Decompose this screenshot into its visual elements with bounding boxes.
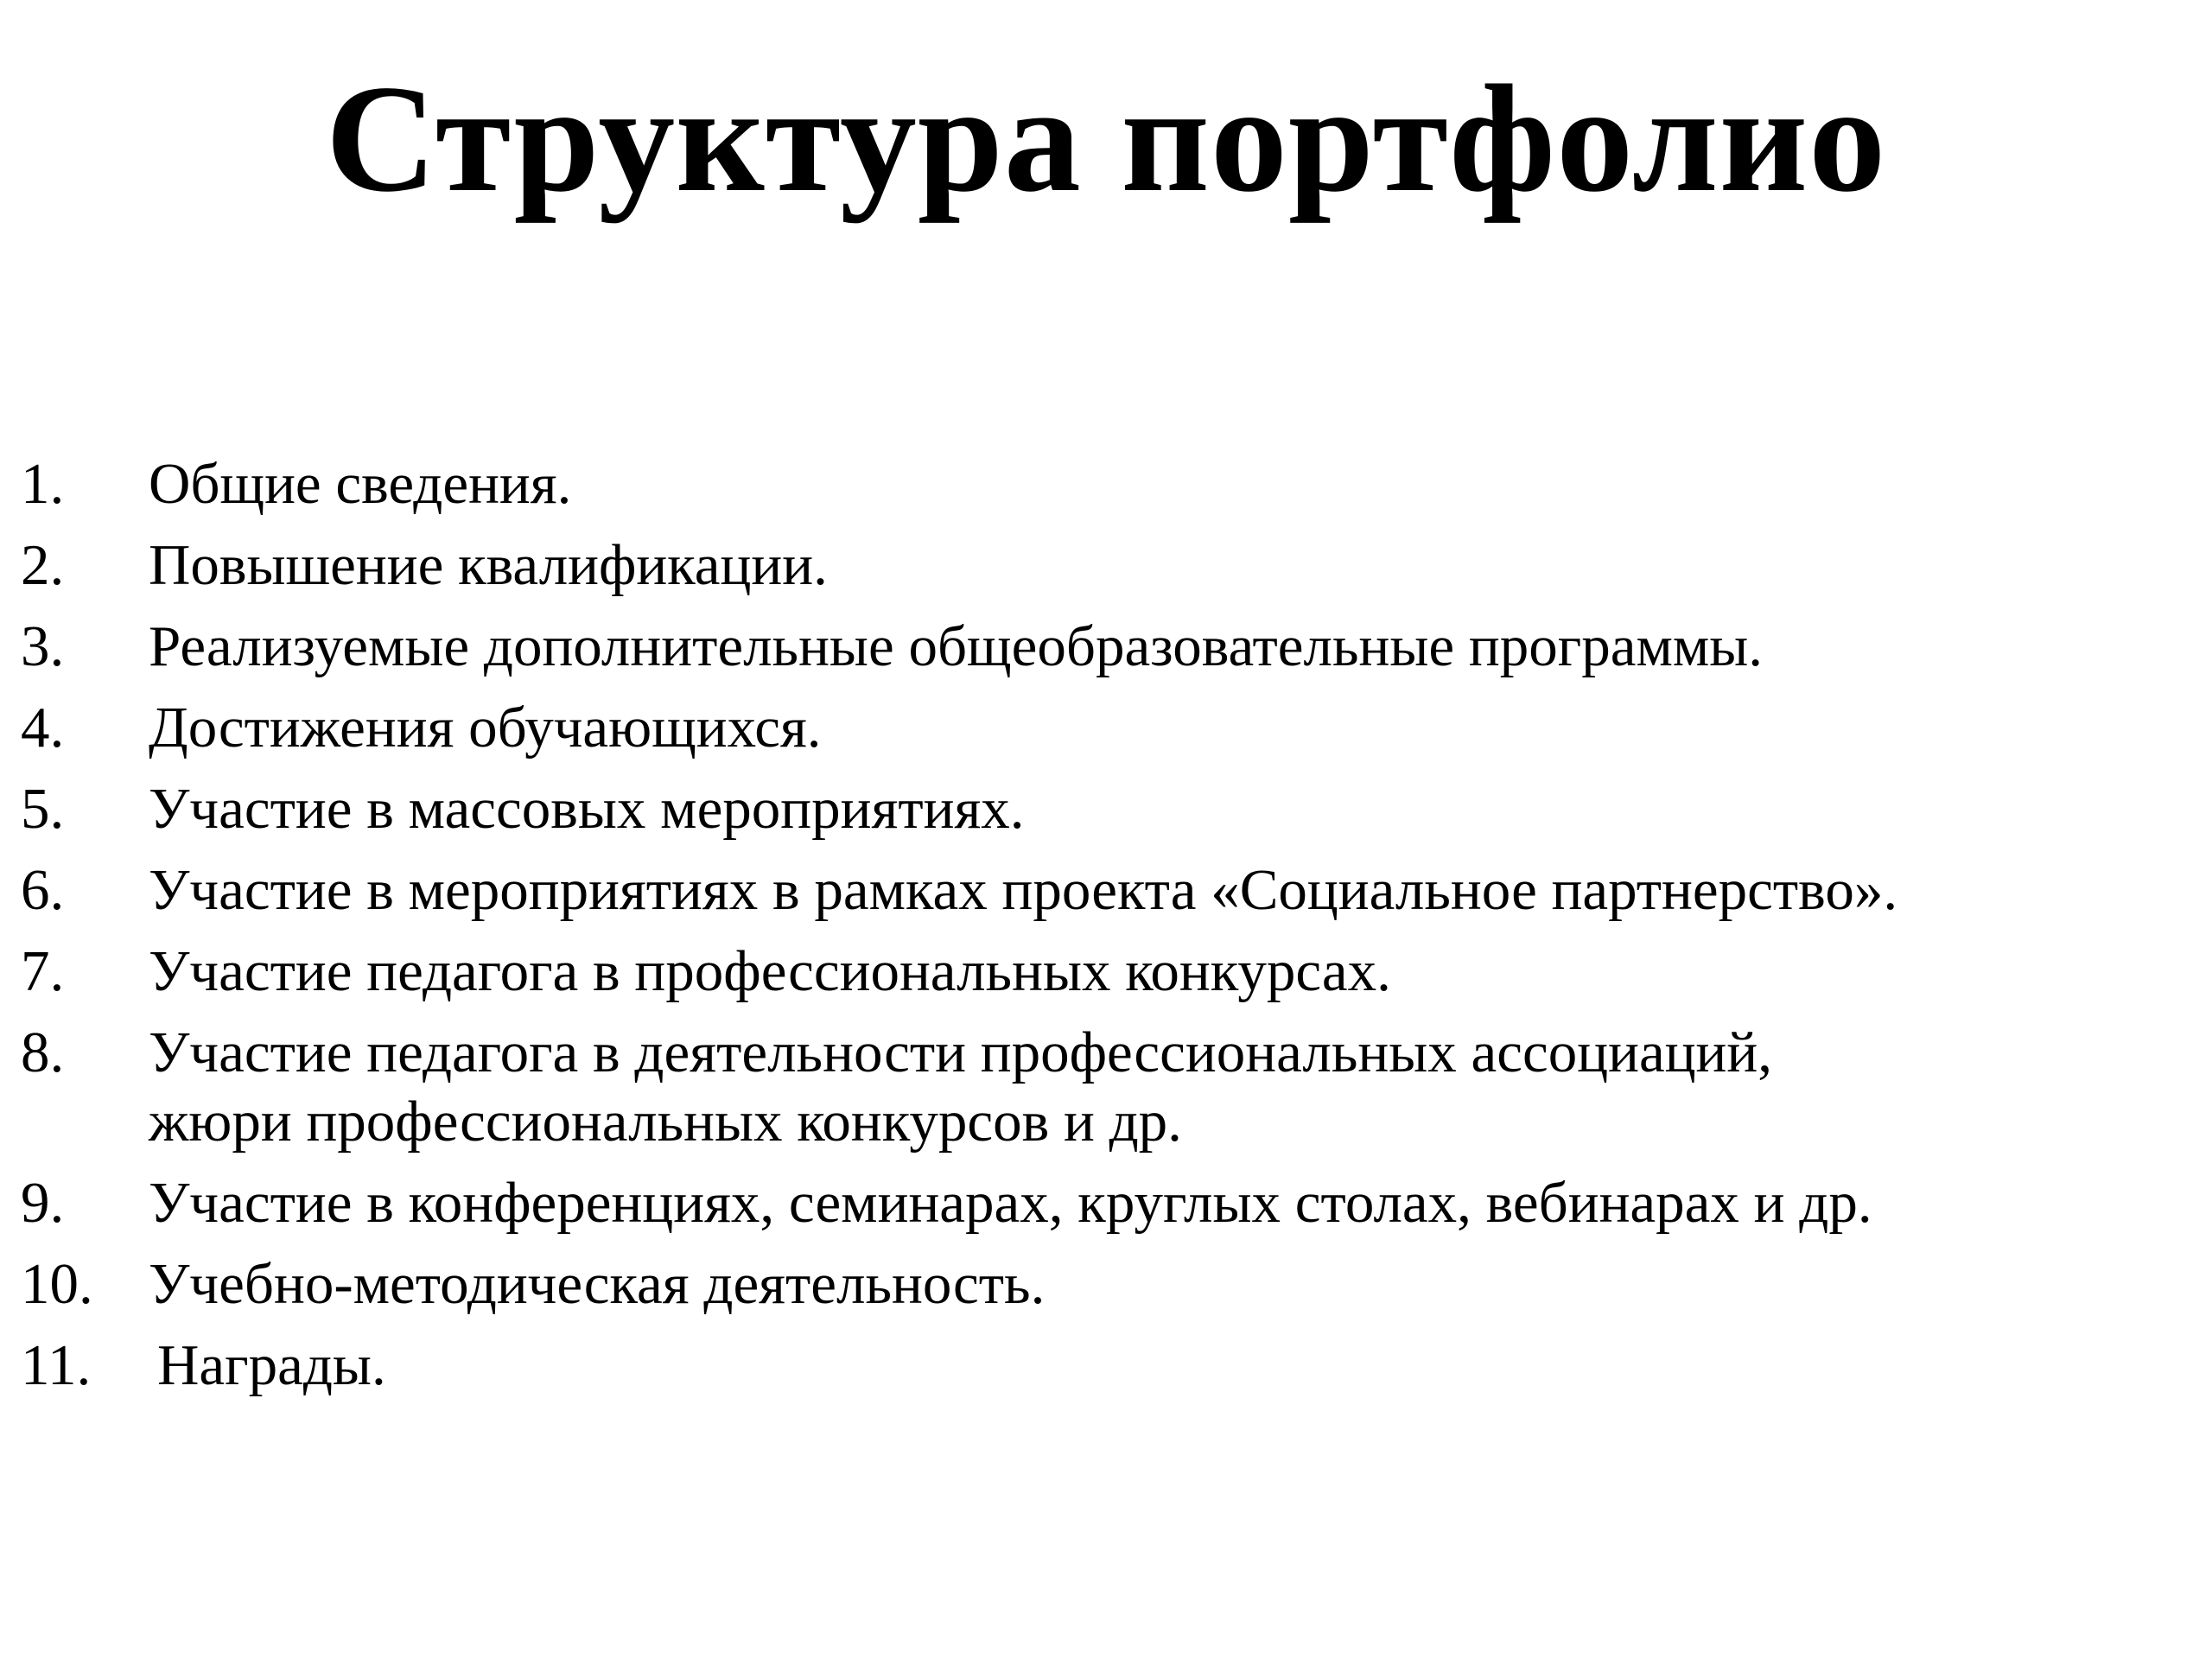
list-item-line: Учебно-методическая деятельность.	[149, 1252, 1046, 1316]
list-item-line: Повышение квалификации.	[149, 533, 828, 597]
list-item-text	[149, 531, 2207, 600]
list-item	[21, 855, 2207, 925]
list-item-number: 3.	[21, 614, 65, 678]
list-item-line: Участие в мероприятиях в рамках проекта «Социальное партнерство».	[149, 858, 1898, 922]
list-item-number: 7.	[21, 939, 65, 1003]
portfolio-structure-list	[21, 449, 2207, 1412]
list-item-number: 11.	[21, 1333, 92, 1397]
list-item-number: 10.	[21, 1252, 93, 1316]
list-item-text	[149, 855, 2207, 925]
list-item-line: Участие в конференциях, семинарах, круглых столах, вебинарах и др.	[149, 1171, 1872, 1235]
list-item	[21, 1331, 2207, 1400]
list-item-number: 4.	[21, 696, 65, 760]
list-item	[21, 774, 2207, 843]
list-item	[21, 937, 2207, 1006]
list-item-text	[149, 1249, 2207, 1319]
list-item	[21, 1249, 2207, 1319]
list-item-line: Реализуемые дополнительные общеобразовательные программы.	[149, 614, 1764, 678]
slide-title: Структура портфолио	[325, 53, 1887, 224]
list-item-line: Участие педагога в профессиональных конкурсах.	[149, 939, 1391, 1003]
list-item-number: 9.	[21, 1171, 65, 1235]
list-item	[21, 531, 2207, 600]
list-item-number: 1.	[21, 452, 65, 516]
list-item-text	[149, 449, 2207, 518]
list-item-number: 8.	[21, 1020, 65, 1084]
list-item-line: Достижения обучающихся.	[149, 696, 822, 760]
list-item-line: Общие сведения.	[149, 452, 572, 516]
list-item	[21, 1018, 2207, 1156]
list-item-number: 5.	[21, 777, 65, 841]
list-item-line: жюри профессиональных конкурсов и др.	[149, 1090, 1182, 1154]
list-item-line: Награды.	[157, 1333, 386, 1397]
list-item-text	[149, 612, 2207, 681]
list-item-line: Участие в массовых мероприятиях.	[149, 777, 1025, 841]
list-item-text	[149, 1168, 2207, 1237]
list-item-number: 6.	[21, 858, 65, 922]
list-item-text	[149, 774, 2207, 843]
list-item-text	[149, 1331, 2207, 1400]
list-item-text	[149, 937, 2207, 1006]
list-item	[21, 449, 2207, 518]
list-item-line: Участие педагога в деятельности профессиональных ассоциаций,	[149, 1020, 1773, 1084]
list-item	[21, 693, 2207, 762]
list-item-text	[149, 1018, 2207, 1156]
list-item	[21, 1168, 2207, 1237]
list-item	[21, 612, 2207, 681]
list-item-text	[149, 693, 2207, 762]
list-item-number: 2.	[21, 533, 65, 597]
